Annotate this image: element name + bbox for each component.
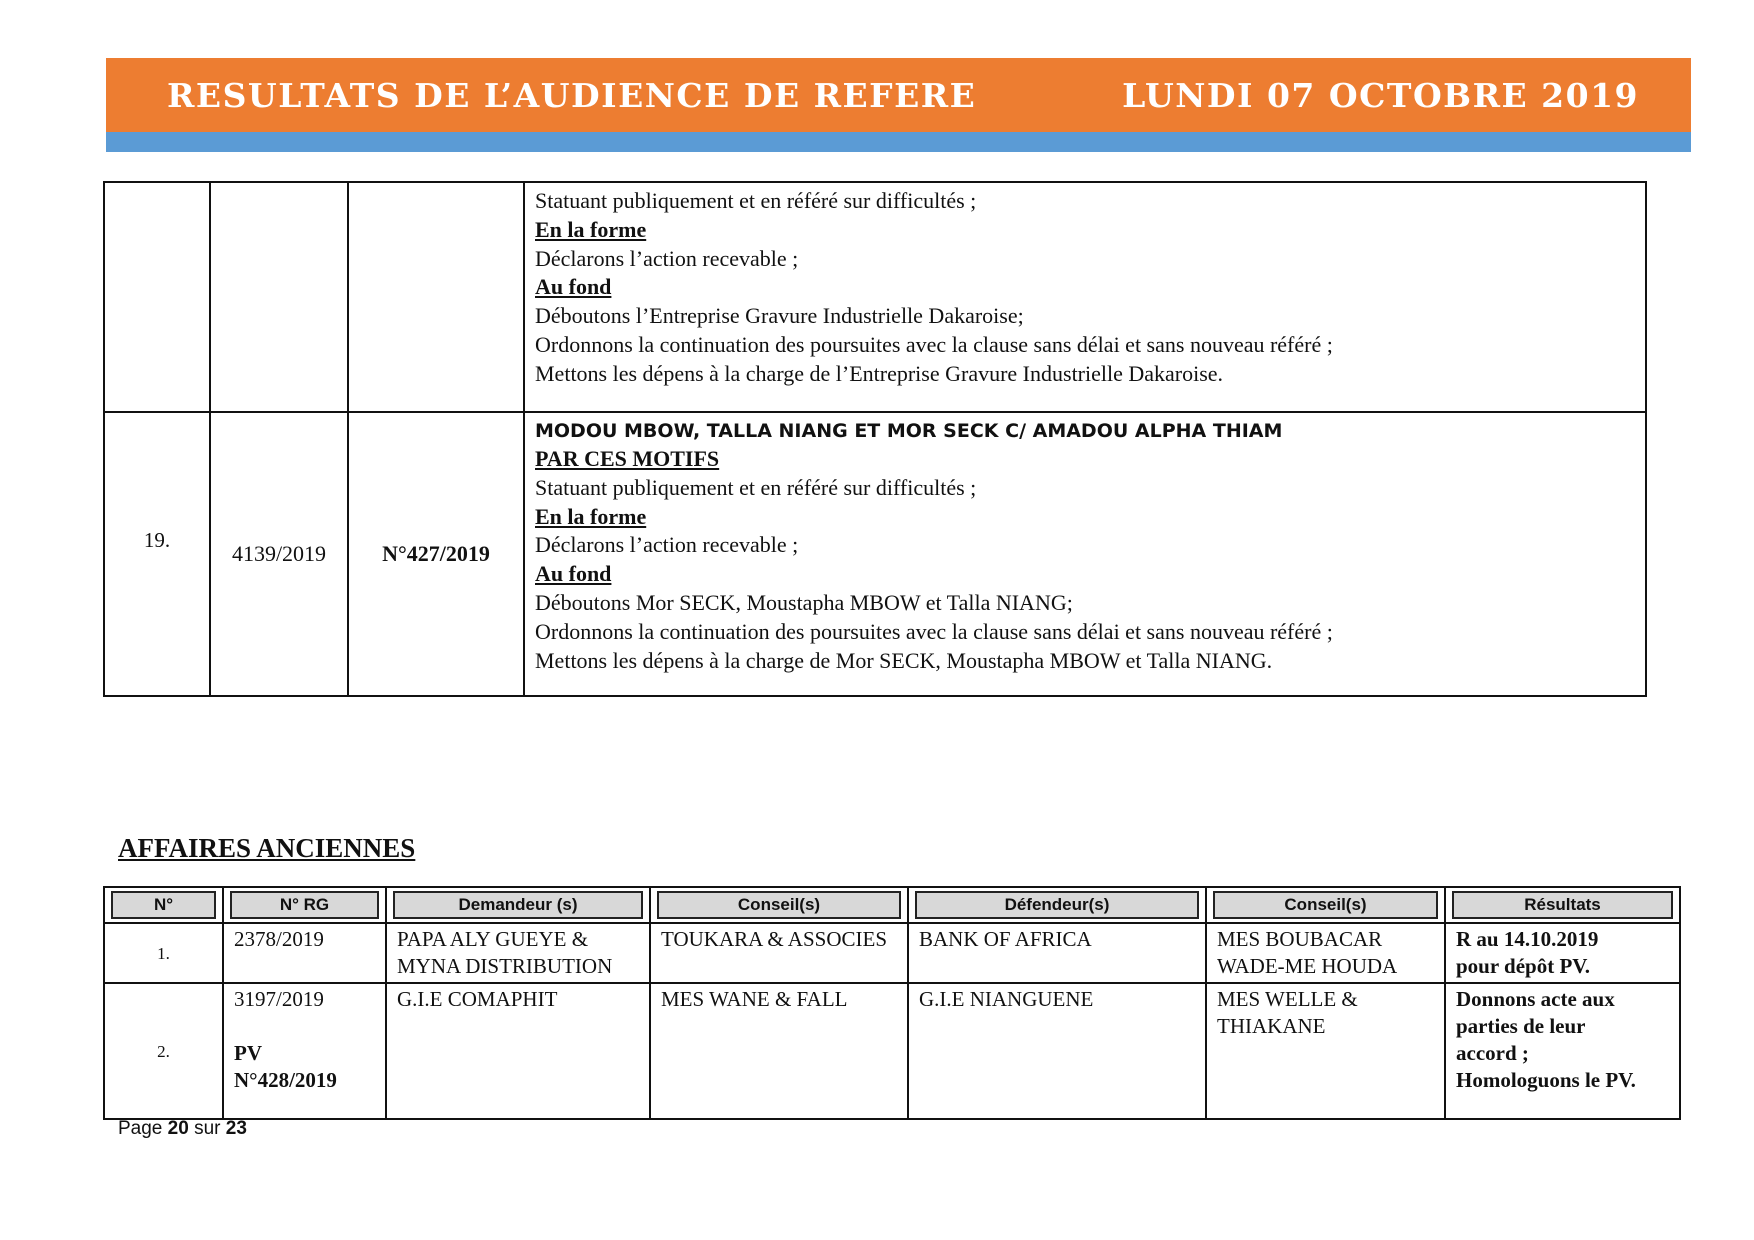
row-number: 2. [104, 983, 223, 1119]
case-number [104, 182, 210, 412]
decision-line: Mettons les dépens à la charge de l’Entreprise Gravure Industrielle Dakaroise. [535, 360, 1224, 386]
case-parties: MODOU MBOW, TALLA NIANG ET MOR SECK C/ AMADOU ALPHA THIAM [535, 420, 1283, 442]
row-resultat: R au 14.10.2019 pour dépôt PV. [1445, 923, 1680, 983]
decision-line: Mettons les dépens à la charge de Mor SECK, Moustapha MBOW et Talla NIANG. [535, 647, 1273, 673]
old-cases-table [103, 886, 1681, 1120]
column-header: Résultats [1445, 887, 1680, 923]
decision-line: Statuant publiquement et en référé sur difficultés ; [535, 474, 977, 500]
table-header-row [104, 887, 1680, 923]
section-title: AFFAIRES ANCIENNES [118, 833, 416, 863]
row-rg: 2378/2019 [223, 923, 386, 983]
column-header: N° [104, 887, 223, 923]
decision-heading: Au fond [535, 274, 612, 300]
total-pages: 23 [225, 1118, 247, 1139]
header-accent-strip [106, 132, 1691, 152]
case-rg [210, 182, 348, 412]
row-conseil-defendeur: MES WELLE & THIAKANE [1206, 983, 1445, 1119]
decisions-table [103, 181, 1647, 697]
table-row [104, 923, 1680, 983]
row-pv-number: N°428/2019 [234, 1068, 337, 1092]
decision-heading: Au fond [535, 561, 612, 587]
table-row [104, 983, 1680, 1119]
row-conseil-demandeur: TOUKARA & ASSOCIES [650, 923, 908, 983]
column-header: Demandeur (s) [386, 887, 650, 923]
case-decision [524, 412, 1646, 696]
page-title: RESULTATS DE L’AUDIENCE DE REFERE [167, 76, 977, 115]
decision-line: Déclarons l’action recevable ; [535, 245, 799, 271]
case-ordonnance: N°427/2019 [348, 412, 524, 696]
column-header: Conseil(s) [650, 887, 908, 923]
hearing-date: LUNDI 07 OCTOBRE 2019 [1122, 76, 1639, 115]
page-footer [118, 1118, 247, 1140]
case-ordonnance [348, 182, 524, 412]
table-row [104, 182, 1646, 412]
table-row [104, 412, 1646, 696]
decision-line: Ordonnons la continuation des poursuites avec la clause sans délai et sans nouveau référé ; [535, 331, 1333, 357]
decision-heading: En la forme [535, 216, 647, 242]
row-number: 1. [104, 923, 223, 983]
row-rg: 3197/2019 PV N°428/2019 [223, 983, 386, 1119]
decision-line: Ordonnons la continuation des poursuites avec la clause sans délai et sans nouveau référé ; [535, 618, 1333, 644]
column-header: N° RG [223, 887, 386, 923]
case-decision [524, 182, 1646, 412]
case-rg: 4139/2019 [210, 412, 348, 696]
row-demandeur: PAPA ALY GUEYE & MYNA DISTRIBUTION [386, 923, 650, 983]
row-conseil-defendeur: MES BOUBACAR WADE-ME HOUDA [1206, 923, 1445, 983]
row-conseil-demandeur: MES WANE & FALL [650, 983, 908, 1119]
case-number: 19. [104, 412, 210, 696]
column-header: Conseil(s) [1206, 887, 1445, 923]
decision-line: Déboutons Mor SECK, Moustapha MBOW et Talla NIANG; [535, 589, 1073, 615]
footer-sep: sur [194, 1118, 221, 1139]
decision-heading: PAR CES MOTIFS [535, 446, 720, 471]
footer-label: Page [118, 1118, 163, 1139]
column-header: Défendeur(s) [908, 887, 1206, 923]
decision-line: Statuant publiquement et en référé sur difficultés ; [535, 188, 977, 213]
row-defendeur: BANK OF AFRICA [908, 923, 1206, 983]
decision-line: Déclarons l’action recevable ; [535, 532, 799, 558]
row-resultat: Donnons acte aux parties de leur accord ; Homologuons le PV. [1445, 983, 1680, 1119]
current-page: 20 [167, 1118, 189, 1139]
decision-line: Déboutons l’Entreprise Gravure Industrielle Dakaroise; [535, 303, 1024, 329]
decision-heading: En la forme [535, 503, 647, 529]
row-defendeur: G.I.E NIANGUENE [908, 983, 1206, 1119]
row-demandeur: G.I.E COMAPHIT [386, 983, 650, 1119]
row-pv: PV [234, 1041, 262, 1065]
